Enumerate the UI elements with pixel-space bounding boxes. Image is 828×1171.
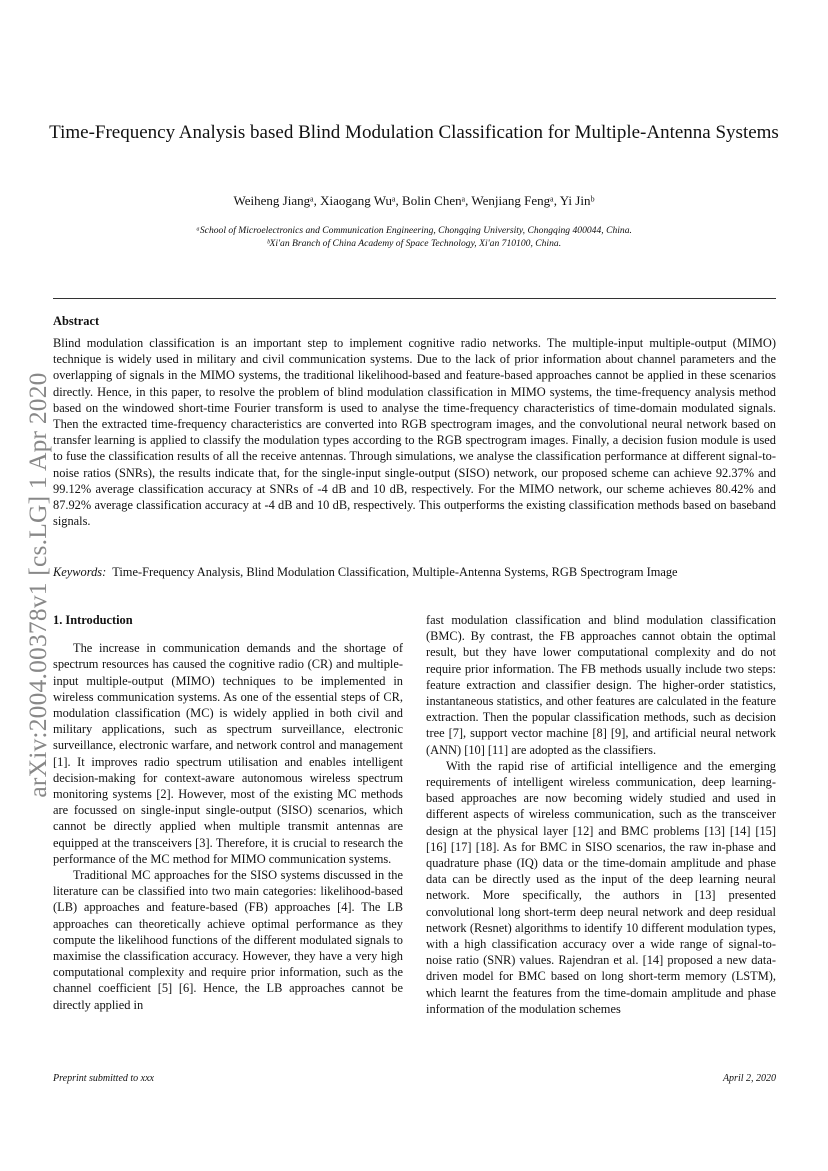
keywords-line xyxy=(53,564,776,580)
arxiv-identifier: arXiv:2004.00378v1 [cs.LG] 1 Apr 2020 xyxy=(23,372,52,798)
abstract-text: Blind modulation classification is an important step to implement cognitive radio networks. The multiple-input multiple-output (MIMO) technique is widely used in military and civil communication systems. Due to the lack of prior information about channel parameters and the overlapping of signals in the MIMO systems, the traditional likelihood-based and feature-based approaches cannot be applied in these scenarios directly. Hence, in this paper, to resolve the problem of blind modulation classification in MIMO systems, the time-frequency analysis method based on the windowed short-time Fourier transform is used to analyse the time-frequency characteristics of time-domain modulated signals. Then the extracted time-frequency characteristics are converted into RGB spectrogram images, and the convolutional neural network based on transfer learning is applied to classify the modulation types according to the RGB spectrogram images. Finally, a decision fusion module is used to fuse the classification results of all the receive antennas. Through simulations, we analyse the classification performance at different signal-to-noise ratios (SNRs), the results indicate that, for the single-input single-output (SISO) network, our proposed scheme can achieve 92.37% and 99.12% average classification accuracy at SNRs of -4 dB and 10 dB, respectively. For the MIMO network, our scheme achieves 80.42% and 87.92% average classification accuracy at -4 dB and 10 dB, respectively. This outperforms the existing classification methods based on baseband signals. xyxy=(53,336,776,529)
left-column xyxy=(53,612,403,1013)
abstract-heading: Abstract xyxy=(53,314,100,328)
right-column xyxy=(426,612,776,1017)
footer-date: April 2, 2020 xyxy=(722,1073,776,1084)
keywords-text: Time-Frequency Analysis, Blind Modulation Classification, Multiple-Antenna Systems, RGB Spectrogram Image xyxy=(112,565,678,579)
intro-paragraph-3: fast modulation classification and blind modulation classification (BMC). By contrast, the FB approaches cannot obtain the optimal result, but they have lower computational complexity and do not require prior information. The FB methods usually include two steps: feature extraction and classifier design. The higher-order statistics, instantaneous statistics, and other features are calculated in the feature extraction. Then the popular classification methods, such as decision tree [7], support vector machine [8] [9], and artificial neural network (ANN) [10] [11] are adopted as the classifiers. xyxy=(426,613,776,757)
footer-preprint-note: Preprint submitted to xxx xyxy=(53,1073,154,1084)
section-heading: 1. Introduction xyxy=(53,613,133,627)
keywords-label: Keywords: xyxy=(53,565,107,579)
intro-paragraph-4: With the rapid rise of artificial intelligence and the emerging requirements of intelligent wireless communication, deep learning-based approaches are now becoming widely studied and used in different aspects of wireless communication, such as the transceiver design at the physical layer [12] and BMC problems [13] [14] [15] [16] [17] [18]. As for BMC in SISO scenarios, the raw in-phase and quadrature phase (IQ) data or the time-domain amplitude and phase data can be directly used as the input of the deep learning neural network. More specifically, the authors in [13] presented convolutional long short-term deep neural network and deep residual network (Resnet) algorithms to identify 10 different modulation types, with a high classification accuracy over a wide range of signal-to-noise ratio (SNR) values. Rajendran et al. [14] proposed a new data-driven model for BMC based on long short-term memory (LSTM), which learnt the features from the time-domain amplitude and phase information of the modulation schemes xyxy=(426,758,776,1016)
intro-paragraph-1: The increase in communication demands and the shortage of spectrum resources has caused the cognitive radio (CR) and multiple-input multiple-output (MIMO) techniques to be implemented in wireless communication systems. As one of the essential steps of CR, modulation classification (MC) is widely applied in both civil and military applications, such as spectrum surveillance, electronic surveillance, electronic warfare, and network control and management [1]. It improves radio spectrum utilisation and enables intelligent decision-making for context-aware autonomous wireless spectrum monitoring systems [2]. However, most of the existing MC methods are focussed on single-input single-output (SISO) scenarios, which cannot be directly applied when multiple transmit antennas are equipped at the transceivers [3]. Therefore, it is crucial to research the performance of the MC method for MIMO communication systems. xyxy=(53,641,403,866)
author-list: Weiheng Jiangᵃ, Xiaogang Wuᵃ, Bolin Chenᵃ, Wenjiang Fengᵃ, Yi Jinᵇ xyxy=(233,193,595,208)
paper-title: Time-Frequency Analysis based Blind Modulation Classification for Multiple-Antenna Systems xyxy=(49,122,779,143)
affiliations xyxy=(40,224,788,250)
header-divider xyxy=(53,298,776,299)
intro-paragraph-2: Traditional MC approaches for the SISO systems discussed in the literature can be classified into two main categories: likelihood-based (LB) approaches and feature-based (FB) approaches [4]. The LB approaches can theoretically achieve optimal performance as they compute the likelihood functions of the different modulated signals to maximise the classification accuracy. However, they have a very high computational complexity and require prior information, such as the channel coefficient [5] [6]. Hence, the LB approaches cannot be directly applied in xyxy=(53,868,403,1012)
affiliation-b: ᵇXi'an Branch of China Academy of Space Technology, Xi'an 710100, China. xyxy=(266,238,562,249)
affiliation-a: ᵃSchool of Microelectronics and Communication Engineering, Chongqing University, Chongqing 400044, China. xyxy=(196,225,632,236)
